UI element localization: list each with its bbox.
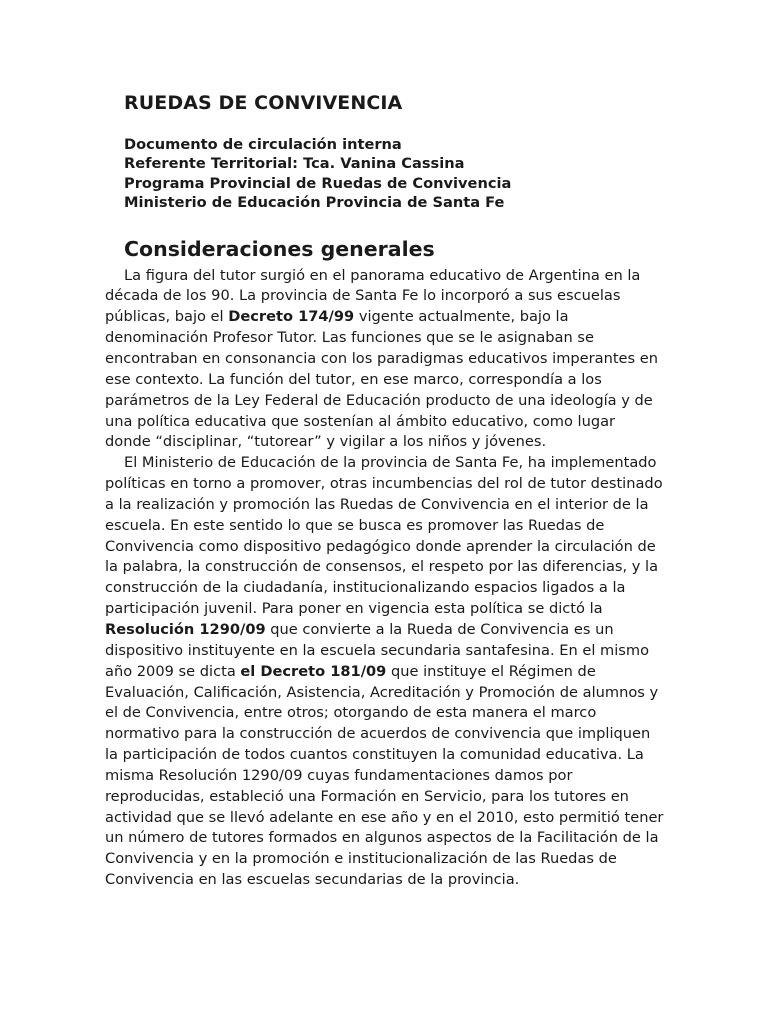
document-page xyxy=(105,88,665,891)
meta-line-program: Programa Provincial de Ruedas de Convivencia xyxy=(124,174,512,192)
resolution-reference: Resolución 1290/09 xyxy=(105,620,266,638)
paragraph-text: La figura del tutor surgió en el panorama educativo de Argentina en la década de los 90. La provincia de Santa Fe lo incorporó a sus escuelas públicas, bajo el xyxy=(105,266,641,326)
meta-line-circulation: Documento de circulación interna xyxy=(124,136,402,153)
paragraph-ministry-policy xyxy=(105,453,665,891)
paragraph-text: que instituye el Régimen de Evaluación, Calificación, Asistencia, Acreditación y Promoción de alumnos y el de Convivencia, entre otros; otorgando de esta manera el marco normativo para la construcción de acuerdos de convivencia que impliquen la participación de todos cuantos constituyen la comunidad educativa. La misma Resolución 1290/09 cuyas fundamentaciones damos por reproducidas, estableció una Formación en Servicio, para los tutores en actividad que se llevó adelante en ese año y en el 2010, esto permitió tener un número de tutores formados en algunos aspectos de la Facilitación de la Convivencia y en la promoción e institucionalización de las Ruedas de Convivencia en las escuelas secundarias de la provincia. xyxy=(105,662,664,889)
section-heading: Consideraciones generales xyxy=(124,236,435,261)
decree-reference: Decreto 174/99 xyxy=(228,308,355,326)
meta-line-referent: Referente Territorial: Tca. Vanina Cassina xyxy=(124,155,465,173)
decree-reference: el Decreto 181/09 xyxy=(240,662,387,680)
document-title: RUEDAS DE CONVIVENCIA xyxy=(124,92,403,114)
paragraph-text: que convierte a la Rueda de Convivencia es un dispositivo instituyente en la escuela secundaria santafesina. En el mismo año 2009 se dicta xyxy=(105,620,650,680)
document-meta xyxy=(124,135,665,213)
paragraph-tutor-origin xyxy=(105,266,665,454)
paragraph-text: vigente actualmente, bajo la denominación Profesor Tutor. Las funciones que se le asignaban se encontraban en consonancia con los paradigmas educativos imperantes en ese contexto. La función del tutor, en ese marco, correspondía a los parámetros de la Ley Federal de Educación producto de una ideología y de una política educativa que sostenían al ámbito educativo, como lugar donde “disciplinar, “tutorear” y vigilar a los niños y jóvenes. xyxy=(105,308,659,451)
meta-line-ministry: Ministerio de Educación Provincia de Santa Fe xyxy=(124,194,505,212)
paragraph-text: El Ministerio de Educación de la provincia de Santa Fe, ha implementado políticas en torno a promover, otras incumbencias del rol de tutor destinado a la realización y promoción las Ruedas de Convivencia en el interior de la escuela. En este sentido lo que se busca es promover las Ruedas de Convivencia como dispositivo pedagógico donde aprender la circulación de la palabra, la construcción de consensos, el respeto por las diferencias, y la construcción de la ciudadanía, institucionalizando espacios ligados a la participación juvenil. Para poner en vigencia esta política se dictó la xyxy=(105,454,663,618)
